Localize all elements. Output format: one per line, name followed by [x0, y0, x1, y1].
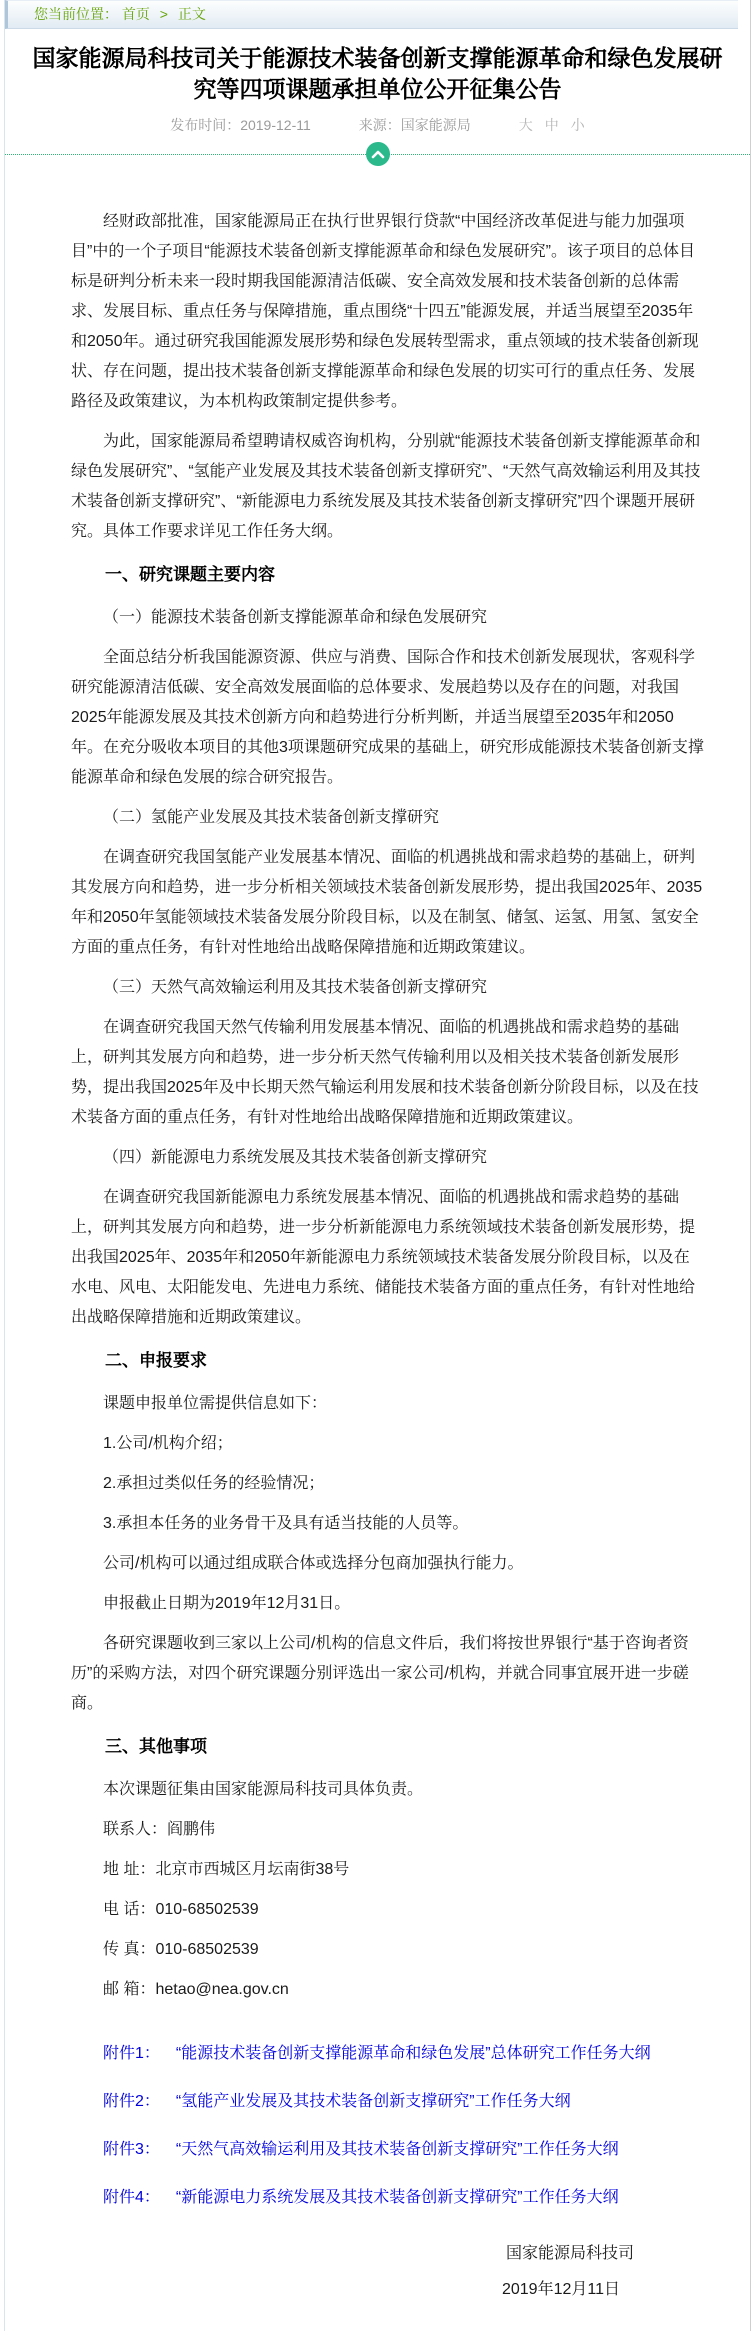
publish-time — [170, 115, 311, 135]
section-heading-3: 三、其他事项 — [105, 1737, 207, 1756]
article-body — [5, 155, 750, 2331]
section-heading-1: 一、研究课题主要内容 — [105, 565, 275, 584]
attachment-link-1[interactable]: “能源技术装备创新支撑能源革命和绿色发展”总体研究工作任务大纲 — [175, 2045, 651, 2062]
breadcrumb — [5, 0, 738, 29]
font-size-controls — [519, 115, 585, 135]
subsection-heading: （四）新能源电力系统发展及其技术装备创新支撑研究 — [103, 1149, 488, 1166]
publish-time-value: 2019-12-11 — [240, 117, 311, 133]
paragraph: 全面总结分析我国能源资源、供应与消费、国际合作和技术创新发展现状，客观科学研究能源清洁低碳、安全高效发展面临的总体要求、发展趋势以及存在的问题，对我国2025年能源发展及其技术创新方向和趋势进行分析判断，并适当展望至2035年和2050年。在充分吸收本项目的其他3项课题研究成果的基础上，研究形成能源技术装备创新支撑能源革命和绿色发展的综合研究报告。 — [71, 649, 704, 786]
list-item: 2.承担过类似任务的经验情况； — [103, 1475, 325, 1492]
paragraph: 各研究课题收到三家以上公司/机构的信息文件后，我们将按世界银行“基于咨询者资历”的采购方法，对四个研究课题分别评选出一家公司/机构，并就合同事宜展开进一步磋商。 — [71, 1635, 689, 1712]
article-header — [5, 29, 750, 135]
font-size-small-button[interactable]: 小 — [570, 117, 585, 133]
attachment-label: 附件3： — [103, 2141, 160, 2158]
contact-person: 联系人：阎鹏伟 — [103, 1821, 216, 1838]
breadcrumb-home-link[interactable]: 首页 — [121, 6, 150, 22]
attachment-label: 附件2： — [103, 2093, 160, 2110]
signature-org: 国家能源局科技司 — [505, 2245, 634, 2262]
attachment-label: 附件4： — [103, 2189, 160, 2206]
article-meta — [15, 115, 740, 135]
attachment-link-3[interactable]: “天然气高效输运利用及其技术装备创新支撑研究”工作任务大纲 — [175, 2141, 619, 2158]
page-container — [4, 0, 751, 2331]
attachments-list — [71, 2039, 704, 2213]
attachment-row — [71, 2183, 704, 2213]
attachment-link-4[interactable]: “新能源电力系统发展及其技术装备创新支撑研究”工作任务大纲 — [175, 2189, 619, 2206]
publish-time-label: 发布时间： — [170, 117, 241, 133]
paragraph: 为此，国家能源局希望聘请权威咨询机构，分别就“能源技术装备创新支撑能源革命和绿色发展研究”、“氢能产业发展及其技术装备创新支撑研究”、“天然气高效输运利用及其技术装备创新支撑研究”、“新能源电力系统发展及其技术装备创新支撑研究”四个课题开展研究。具体工作要求详见工作任务大纲。 — [71, 433, 701, 540]
signature-date: 2019年12月11日 — [501, 2281, 620, 2298]
subsection-heading: （二）氢能产业发展及其技术装备创新支撑研究 — [103, 809, 440, 826]
list-item: 3.承担本任务的业务骨干及具有适当技能的人员等。 — [103, 1515, 469, 1532]
paragraph: 在调查研究我国新能源电力系统发展基本情况、面临的机遇挑战和需求趋势的基础上，研判其发展方向和趋势，进一步分析新能源电力系统领域技术装备创新发展形势，提出我国2025年、2035年和2050年新能源电力系统领域技术装备发展分阶段目标，以及在水电、风电、太阳能发电、先进电力系统、储能技术装备方面的重点任务，有针对性地给出战略保障措施和近期政策建议。 — [71, 1189, 696, 1326]
collapse-toggle-button[interactable] — [366, 142, 390, 166]
chevron-up-icon — [371, 150, 385, 159]
paragraph: 课题申报单位需提供信息如下： — [103, 1395, 328, 1412]
contact-phone: 电 话：010-68502539 — [103, 1901, 259, 1918]
signature-block — [71, 2239, 704, 2331]
paragraph: 公司/机构可以通过组成联合体或选择分包商加强执行能力。 — [103, 1555, 524, 1572]
source — [359, 115, 471, 135]
font-size-medium-button[interactable]: 中 — [544, 117, 559, 133]
attachment-label: 附件1： — [103, 2045, 160, 2062]
attachment-row — [71, 2039, 704, 2069]
attachment-link-2[interactable]: “氢能产业发展及其技术装备创新支撑研究”工作任务大纲 — [175, 2093, 571, 2110]
paragraph: 本次课题征集由国家能源局科技司具体负责。 — [103, 1781, 424, 1798]
font-size-large-button[interactable]: 大 — [518, 117, 533, 133]
dotted-divider — [5, 142, 750, 155]
attachment-row — [71, 2135, 704, 2165]
paragraph: 在调查研究我国氢能产业发展基本情况、面临的机遇挑战和需求趋势的基础上，研判其发展方向和趋势，进一步分析相关领域技术装备创新发展形势，提出我国2025年、2035年和2050年氢能领域技术装备发展分阶段目标，以及在制氢、储氢、运氢、用氢、氢安全方面的重点任务，有针对性地给出战略保障措施和近期政策建议。 — [71, 849, 703, 956]
section-heading-2: 二、申报要求 — [105, 1351, 207, 1370]
list-item: 1.公司/机构介绍； — [103, 1435, 233, 1452]
contact-email: 邮 箱：hetao@nea.gov.cn — [103, 1981, 289, 1998]
paragraph: 经财政部批准，国家能源局正在执行世界银行贷款“中国经济改革促进与能力加强项目”中的一个子项目“能源技术装备创新支撑能源革命和绿色发展研究”。该子项目的总体目标是研判分析未来一段时期我国能源清洁低碳、安全高效发展和技术装备创新的总体需求、发展目标、重点任务与保障措施，重点围绕“十四五”能源发展，并适当展望至2035年和2050年。通过研究我国能源发展形势和绿色发展转型需求，重点领域的技术装备创新现状、存在问题，提出技术装备创新支撑能源革命和绿色发展的切实可行的重点任务、发展路径及政策建议，为本机构政策制定提供参考。 — [71, 213, 699, 410]
breadcrumb-current: 正文 — [177, 6, 206, 22]
breadcrumb-label: 您当前位置： — [34, 6, 118, 22]
subsection-heading: （三）天然气高效输运利用及其技术装备创新支撑研究 — [103, 979, 488, 996]
breadcrumb-separator: > — [159, 6, 168, 22]
source-value: 国家能源局 — [400, 117, 471, 133]
contact-fax: 传 真：010-68502539 — [103, 1941, 259, 1958]
source-label: 来源： — [358, 117, 401, 133]
contact-address: 地 址：北京市西城区月坛南街38号 — [103, 1861, 350, 1878]
subsection-heading: （一）能源技术装备创新支撑能源革命和绿色发展研究 — [103, 609, 488, 626]
page-title: 国家能源局科技司关于能源技术装备创新支撑能源革命和绿色发展研究等四项课题承担单位公开征集公告 — [32, 45, 723, 102]
attachment-row — [71, 2087, 704, 2117]
paragraph: 在调查研究我国天然气传输利用发展基本情况、面临的机遇挑战和需求趋势的基础上，研判其发展方向和趋势，进一步分析天然气传输利用以及相关技术装备创新发展形势，提出我国2025年及中长期天然气输运利用发展和技术装备创新分阶段目标，以及在技术装备方面的重点任务，有针对性地给出战略保障措施和近期政策建议。 — [71, 1019, 699, 1126]
paragraph: 申报截止日期为2019年12月31日。 — [103, 1595, 351, 1612]
